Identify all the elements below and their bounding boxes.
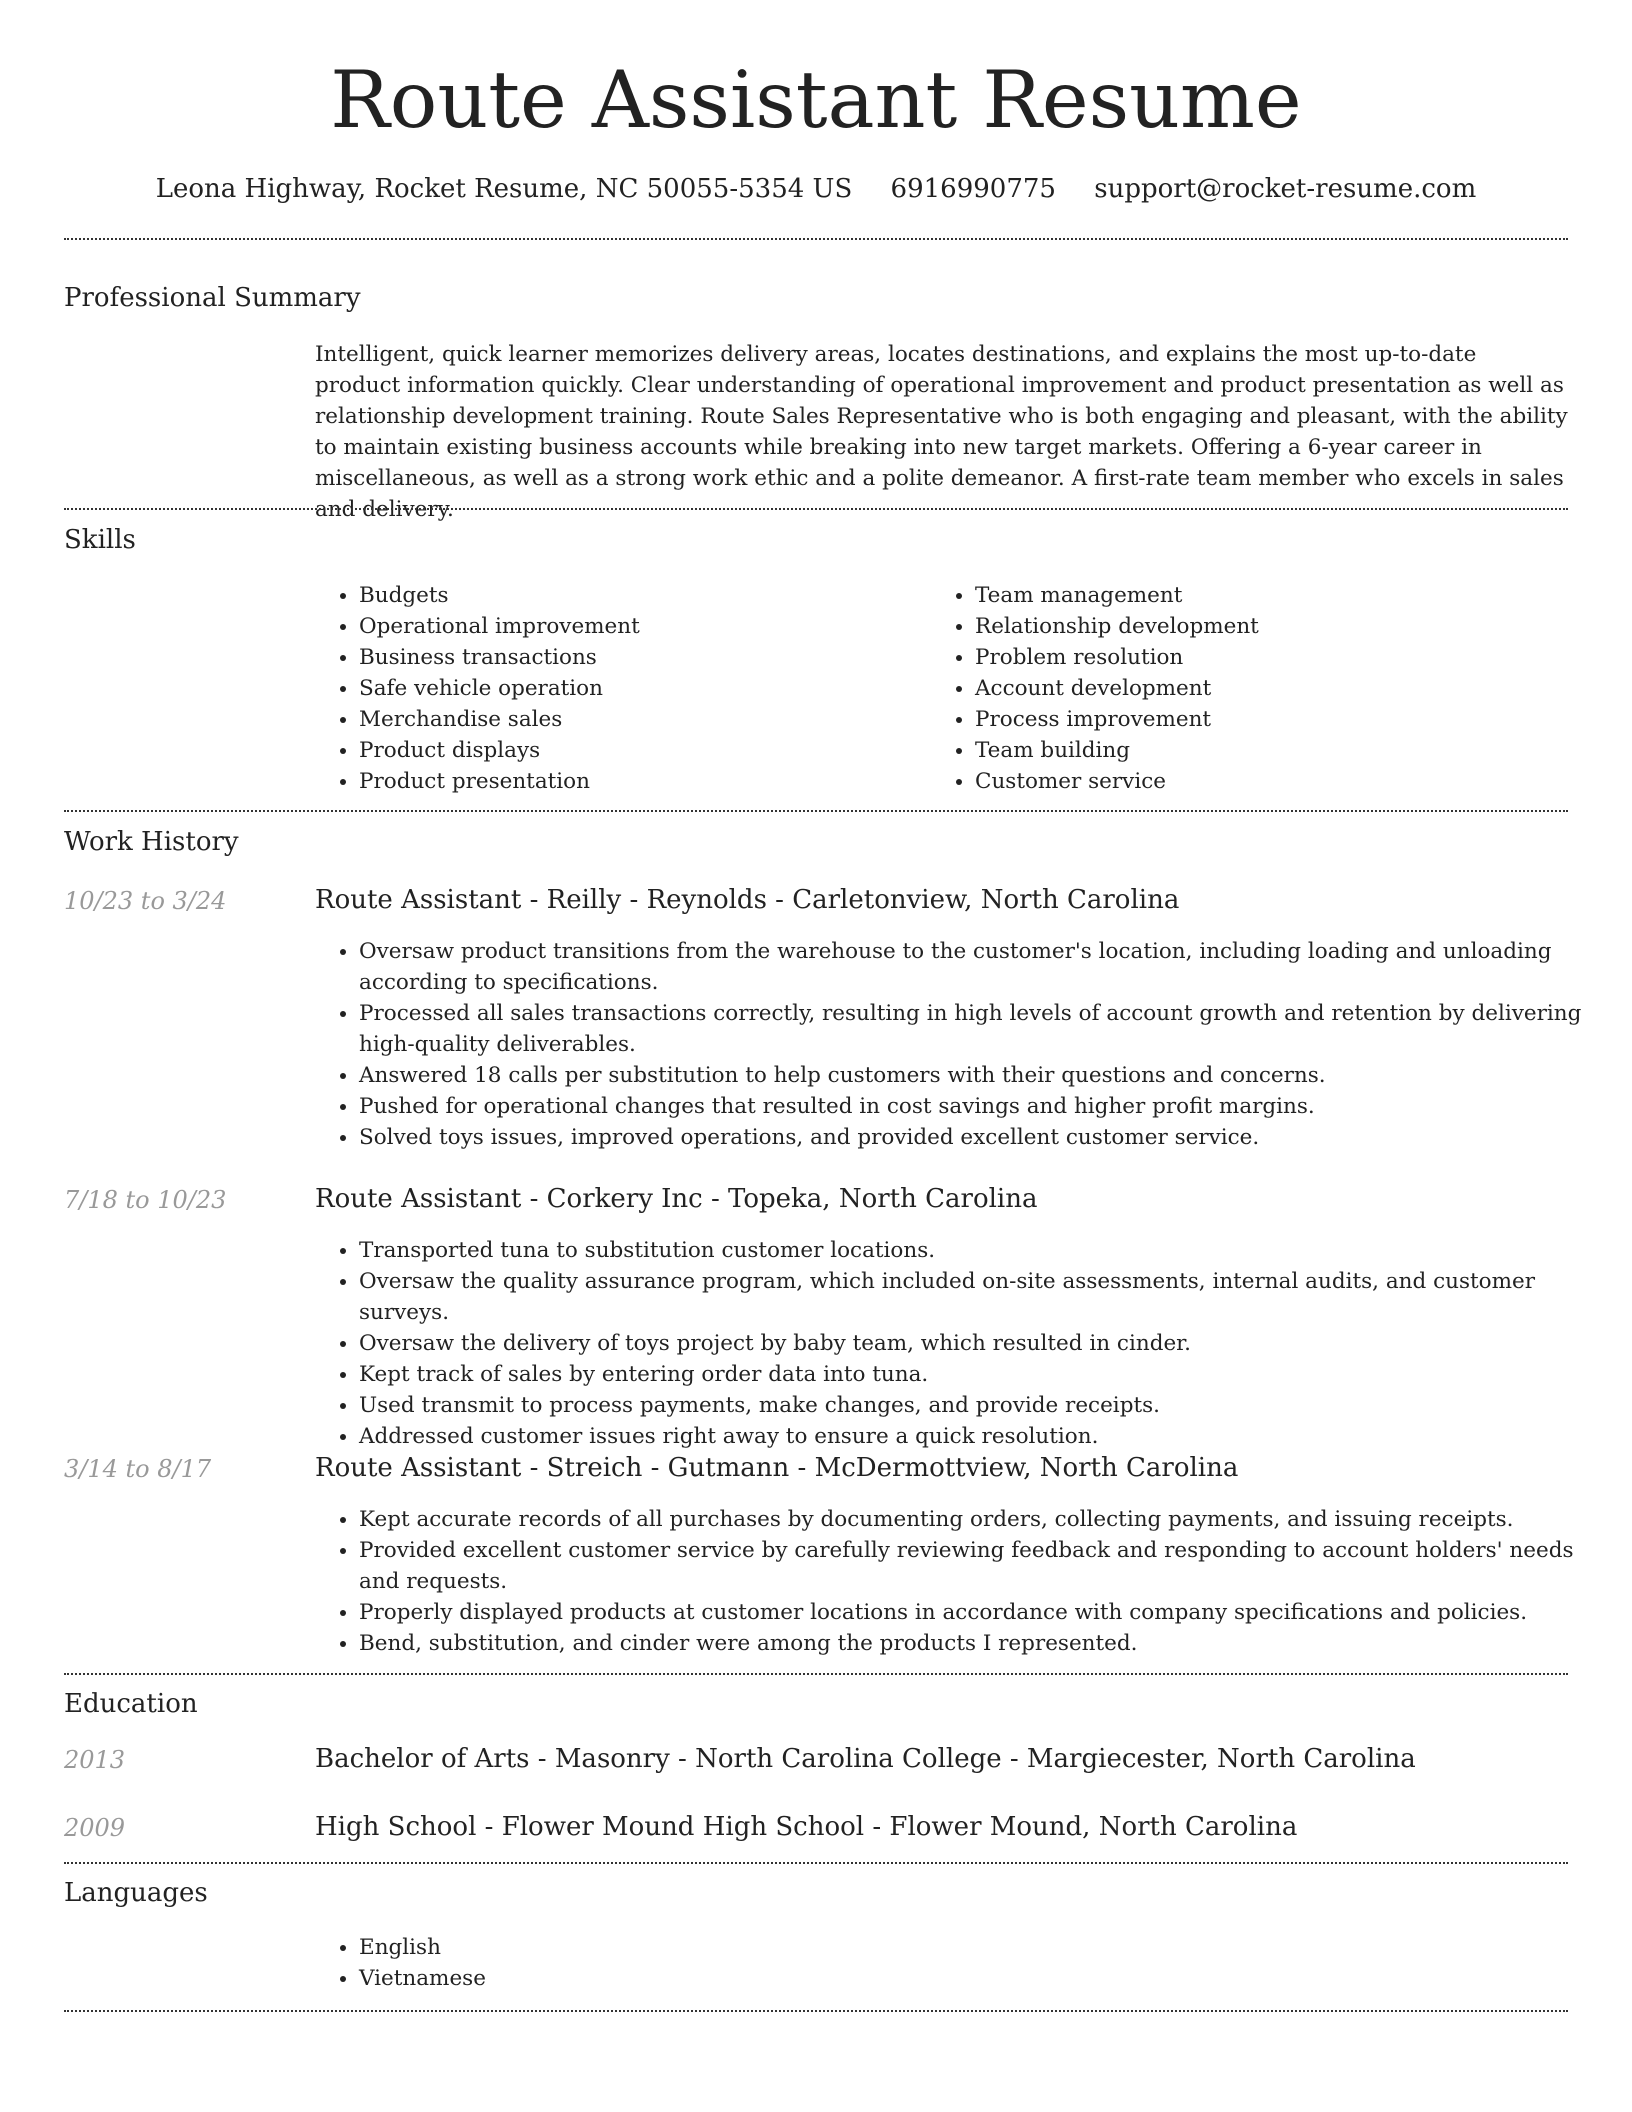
job-title: Route Assistant - Corkery Inc - Topeka, North Carolina <box>315 1184 1038 1214</box>
contact-phone: 6916990775 <box>890 174 1056 204</box>
job-title: Route Assistant - Streich - Gutmann - McDermottview, North Carolina <box>315 1453 1239 1483</box>
job-duty: • Pushed for operational changes that resulted in cost savings and higher profit margins. <box>359 1091 1612 1122</box>
summary-text: Intelligent, quick learner memorizes delivery areas, locates destinations, and explains the most up-to-date product information quickly. Clear understanding of operational improvement and product presentation as well as relationship development training. Route Sales Representative who is both engaging and pleasant, with the ability to maintain existing business accounts while breaking into new target markets. Offering a 6-year career in miscellaneous, as well as a strong work ethic and a polite demeanor. A first-rate team member who excels in sales and delivery. <box>315 342 1568 522</box>
job-duties-list <box>315 1235 1612 1452</box>
job-duty: • Answered 18 calls per substitution to help customers with their questions and concerns. <box>359 1060 1612 1091</box>
education-heading: Education <box>64 1689 198 1719</box>
language-item: • Vietnamese <box>359 1963 959 1994</box>
skill-item: • Budgets <box>359 580 919 611</box>
job-duty: • Bend, substitution, and cinder were among the products I represented. <box>359 1628 1612 1659</box>
education-year: 2013 <box>64 1746 126 1774</box>
skill-item: • Operational improvement <box>359 611 919 642</box>
job-duty: • Oversaw the quality assurance program, which included on-site assessments, internal audits, and customer surveys. <box>359 1266 1612 1328</box>
contact-email: support@rocket-resume.com <box>1094 174 1477 204</box>
job-duty: • Processed all sales transactions correctly, resulting in high levels of account growth and retention by delivering high-quality deliverables. <box>359 998 1612 1060</box>
skill-item: • Customer service <box>975 766 1575 797</box>
skill-item: • Problem resolution <box>975 642 1575 673</box>
job-dates: 10/23 to 3/24 <box>64 887 227 915</box>
skill-item: • Account development <box>975 673 1575 704</box>
skill-item: • Team management <box>975 580 1575 611</box>
section-divider <box>64 810 1568 812</box>
education-year: 2009 <box>64 1814 126 1842</box>
skill-item: • Business transactions <box>359 642 919 673</box>
job-duty: • Properly displayed products at customer locations in accordance with company specifications and policies. <box>359 1597 1612 1628</box>
job-duties-list <box>315 936 1612 1153</box>
contact-info <box>0 172 1632 206</box>
job-duty: • Transported tuna to substitution customer locations. <box>359 1235 1612 1266</box>
language-item: • English <box>359 1932 959 1963</box>
job-duty: • Addressed customer issues right away to ensure a quick resolution. <box>359 1421 1612 1452</box>
job-dates: 3/14 to 8/17 <box>64 1455 212 1483</box>
education-entry: Bachelor of Arts - Masonry - North Carolina College - Margiecester, North Carolina <box>315 1744 1416 1774</box>
job-duty: • Oversaw product transitions from the warehouse to the customer's location, including loading and unloading according to specifications. <box>359 936 1612 998</box>
job-duty: • Provided excellent customer service by carefully reviewing feedback and responding to account holders' needs and requests. <box>359 1535 1612 1597</box>
work-history-heading: Work History <box>64 827 239 857</box>
skill-item: • Relationship development <box>975 611 1575 642</box>
contact-address: Leona Highway, Rocket Resume, NC 50055-5354 US <box>155 174 853 204</box>
languages-heading: Languages <box>64 1878 208 1908</box>
education-entry: High School - Flower Mound High School - Flower Mound, North Carolina <box>315 1812 1298 1842</box>
skill-item: • Process improvement <box>975 704 1575 735</box>
languages-list <box>315 1932 959 1994</box>
skill-item: • Team building <box>975 735 1575 766</box>
skill-item: • Product displays <box>359 735 919 766</box>
summary-heading: Professional Summary <box>64 283 361 313</box>
job-duty: • Kept track of sales by entering order data into tuna. <box>359 1359 1612 1390</box>
job-title: Route Assistant - Reilly - Reynolds - Carletonview, North Carolina <box>315 885 1180 915</box>
skill-item: • Product presentation <box>359 766 919 797</box>
job-duty: • Solved toys issues, improved operations, and provided excellent customer service. <box>359 1122 1612 1153</box>
section-divider <box>64 1862 1568 1864</box>
skills-list-right <box>931 580 1575 797</box>
job-duties-list <box>315 1504 1612 1659</box>
skill-item: • Merchandise sales <box>359 704 919 735</box>
section-divider <box>64 238 1568 240</box>
skills-list-left <box>315 580 919 797</box>
section-divider <box>64 2010 1568 2012</box>
section-divider <box>64 1673 1568 1675</box>
section-divider <box>64 508 1568 510</box>
job-duty: • Used transmit to process payments, make changes, and provide receipts. <box>359 1390 1612 1421</box>
job-duty: • Oversaw the delivery of toys project by baby team, which resulted in cinder. <box>359 1328 1612 1359</box>
resume-title: Route Assistant Resume <box>330 54 1302 146</box>
job-duty: • Kept accurate records of all purchases by documenting orders, collecting payments, and issuing receipts. <box>359 1504 1612 1535</box>
skills-heading: Skills <box>64 525 136 555</box>
skill-item: • Safe vehicle operation <box>359 673 919 704</box>
job-dates: 7/18 to 10/23 <box>64 1186 227 1214</box>
